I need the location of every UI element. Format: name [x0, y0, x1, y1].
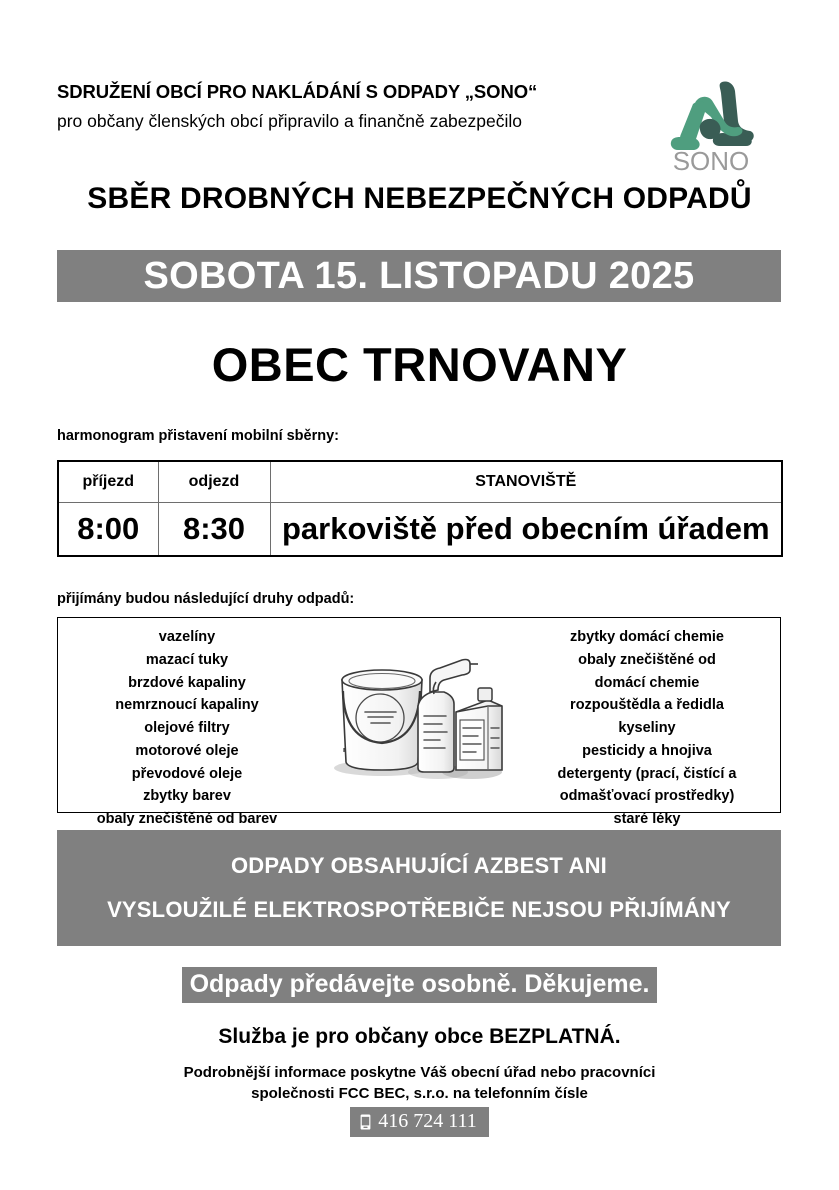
list-item: obaly znečištěné od barev	[96, 811, 278, 827]
list-item: obaly znečištěné od	[578, 651, 716, 668]
recycling-people-triangle-icon	[665, 76, 757, 172]
mobile-phone-icon	[360, 1114, 371, 1130]
list-item: detergenty (prací, čistící a	[557, 765, 737, 782]
village-name: OBEC TRNOVANY	[211, 338, 628, 391]
contact-info-line-2: společnosti FCC BEC, s.r.o. na telefonním čísle	[251, 1085, 588, 1102]
contact-info	[0, 1062, 839, 1104]
list-item: mazací tuky	[145, 651, 229, 668]
list-item: zbytky barev	[143, 788, 231, 805]
phone-row	[0, 1107, 839, 1137]
logo-wordmark: SONO	[672, 146, 750, 172]
contact-info-line-1: Podrobnější informace poskytne Váš obecní úřad nebo pracovníci	[183, 1064, 656, 1081]
list-item: zbytky domácí chemie	[570, 629, 724, 645]
list-item: olejové filtry	[144, 720, 230, 736]
warning-line-1: ODPADY OBSAHUJÍCÍ AZBEST ANI	[231, 853, 607, 878]
waste-list-left	[62, 618, 312, 831]
list-item: brzdové kapaliny	[128, 674, 246, 691]
poster-header	[57, 80, 781, 170]
cell-arrival-time: 8:00	[58, 503, 158, 557]
table-header-row	[58, 461, 782, 503]
cell-location: parkoviště před obecním úřadem	[270, 503, 782, 557]
header-text-block	[57, 80, 667, 133]
list-item: staré léky	[613, 811, 681, 827]
warning-line-2: VYSLOUŽILÉ ELEKTROSPOTŘEBIČE NEJSOU PŘIJÍMÁNY	[107, 897, 731, 922]
waste-list-right	[522, 618, 772, 831]
thanks-highlight: Odpady předávejte osobně. Děkujeme.	[182, 967, 658, 1003]
waste-types-box	[57, 617, 781, 827]
list-item: pesticidy a hnojiva	[582, 742, 712, 759]
date-banner: SOBOTA 15. LISTOPADU 2025	[57, 250, 781, 302]
list-item: nemrznoucí kapaliny	[115, 697, 259, 714]
organization-subtitle: pro občany členských obcí připravilo a finančně zabezpečilo	[57, 111, 522, 132]
list-item: kyseliny	[618, 720, 676, 736]
phone-number: 416 724 111	[378, 1110, 477, 1132]
poster-main-title: SBĚR DROBNÝCH NEBEZPEČNÝCH ODPADŮ	[87, 182, 752, 215]
phone-badge[interactable]	[350, 1107, 489, 1137]
thanks-row	[0, 967, 839, 1003]
list-item: převodové oleje	[131, 765, 243, 782]
column-header-arrival: příjezd	[58, 461, 158, 503]
list-item: rozpouštědla a ředidla	[570, 697, 724, 714]
list-item: domácí chemie	[594, 674, 700, 691]
organization-title: SDRUŽENÍ OBCÍ PRO NAKLÁDÁNÍ S ODPADY „SONO“	[57, 81, 538, 102]
column-header-location: STANOVIŠTĚ	[270, 461, 782, 503]
warning-banner	[57, 830, 781, 946]
list-item: odmašťovací prostředky)	[559, 788, 735, 805]
cell-departure-time: 8:30	[158, 503, 270, 557]
list-item: motorové oleje	[135, 742, 239, 759]
hazardous-waste-illustration	[320, 644, 510, 794]
paint-bucket-spray-bottle-oil-can-icon	[320, 644, 510, 794]
schedule-label: harmonogram přistavení mobilní sběrny:	[57, 428, 339, 444]
column-header-departure: odjezd	[158, 461, 270, 503]
table-row	[58, 503, 782, 557]
free-service-note: Služba je pro občany obce BEZPLATNÁ.	[218, 1025, 621, 1048]
waste-list-label: přijímány budou následující druhy odpadů:	[57, 591, 355, 607]
sono-logo	[665, 76, 757, 172]
list-item: vazelíny	[158, 629, 216, 645]
schedule-table	[57, 460, 783, 557]
